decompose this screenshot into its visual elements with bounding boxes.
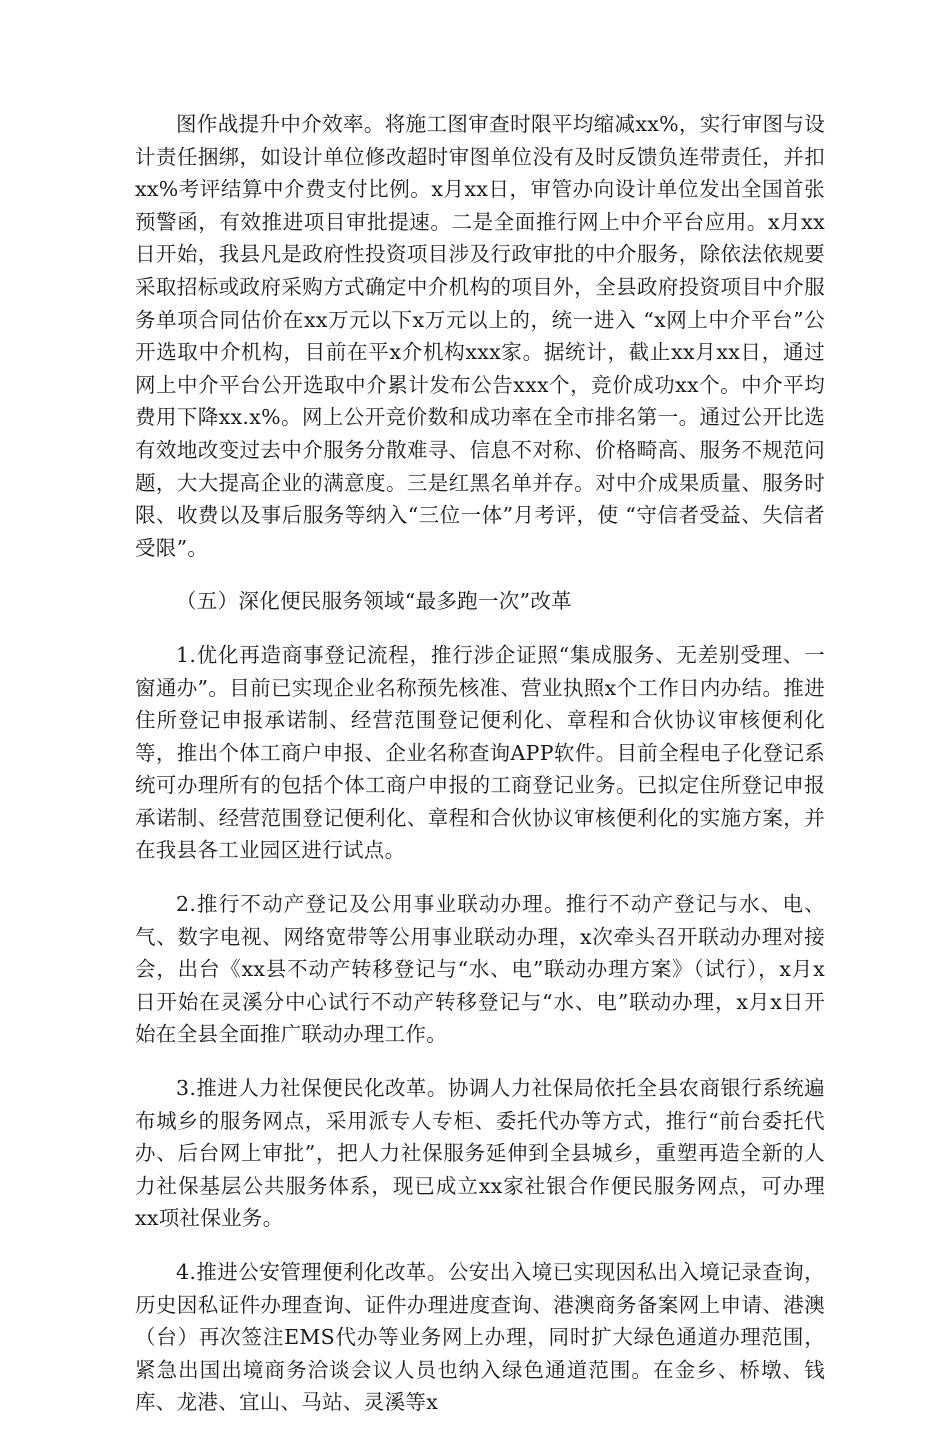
paragraph-item-4: 4.推进公安管理便利化改革。公安出入境已实现因私出入境记录查询，历史因私证件办理查询、证件办理进度查询、港澳商务备案网上申请、港澳（台）再次签注EMS代办等业务网上办理，同时扩大绿色通道办理范围，紧急出国出境商务洽谈会议人员也纳入绿色通道范围。在金乡、桥墩、钱库、龙港、宜山、马站、灵溪等x (135, 1260, 825, 1415)
paragraph-intermediary-efficiency: 图作战提升中介效率。将施工图审查时限平均缩减xx%，实行审图与设计责任捆绑，如设计单位修改超时审图单位没有及时反馈负连带责任，并扣xx%考评结算中介费支付比例。x月xx日，审管办向设计单位发出全国首张预警函，有效推进项目审批提速。二是全面推行网上中介平台应用。x月xx日开始，我县凡是政府性投资项目涉及行政审批的中介服务，除依法依规要采取招标或政府采购方式确定中介机构的项目外，全县政府投资项目中介服务单项合同估价在xx万元以下x万元以上的，统一进入 “x网上中介平台”公开选取中介机构，目前在平x介机构xxx家。据统计，截止xx月xx日，通过网上中介平台公开选取中介累计发布公告xxx个，竞价成功xx个。中介平均费用下降xx.x%。网上公开竞价数和成功率在全市排名第一。通过公开比选有效地改变过去中介服务分散难寻、信息不对称、价格畸高、服务不规范问题，大大提高企业的满意度。三是红黑名单并存。对中介成果质量、服务时限、收费以及事后服务等纳入“三位一体”月考评，使 “守信者受益、失信者受限”。 (135, 112, 825, 560)
paragraph-item-1: 1.优化再造商事登记流程，推行涉企证照“集成服务、无差别受理、一窗通办”。目前已实现企业名称预先核准、营业执照x个工作日内办结。推进住所登记申报承诺制、经营范围登记便利化、章程和合伙协议审核便利化等，推出个体工商户申报、企业名称查询APP软件。目前全程电子化登记系统可办理所有的包括个体工商户申报的工商登记业务。已拟定住所登记申报承诺制、经营范围登记便利化、章程和合伙协议审核便利化的实施方案，并在我县各工业园区进行试点。 (135, 642, 825, 863)
paragraph-item-2: 2.推行不动产登记及公用事业联动办理。推行不动产登记与水、电、气、数字电视、网络宽带等公用事业联动办理，x次牵头召开联动办理对接会，出台《xx县不动产转移登记与“水、电”联动办理方案》（试行），x月x日开始在灵溪分中心试行不动产转移登记与“水、电”联动办理，x月x日开始在全县全面推广联动办理工作。 (135, 892, 825, 1047)
section-heading-five: （五）深化便民服务领域“最多跑一次”改革 (176, 589, 572, 614)
paragraph-item-3: 3.推进人力社保便民化改革。协调人力社保局依托全县农商银行系统遍布城乡的服务网点，采用派专人专柜、委托代办等方式，推行“前台委托代办、后台网上审批”，把人力社保服务延伸到全县城乡，重塑再造全新的人力社保基层公共服务体系，现已成立xx家社银合作便民服务网点，可办理xx项社保业务。 (135, 1076, 825, 1231)
document-page (135, 108, 825, 1440)
